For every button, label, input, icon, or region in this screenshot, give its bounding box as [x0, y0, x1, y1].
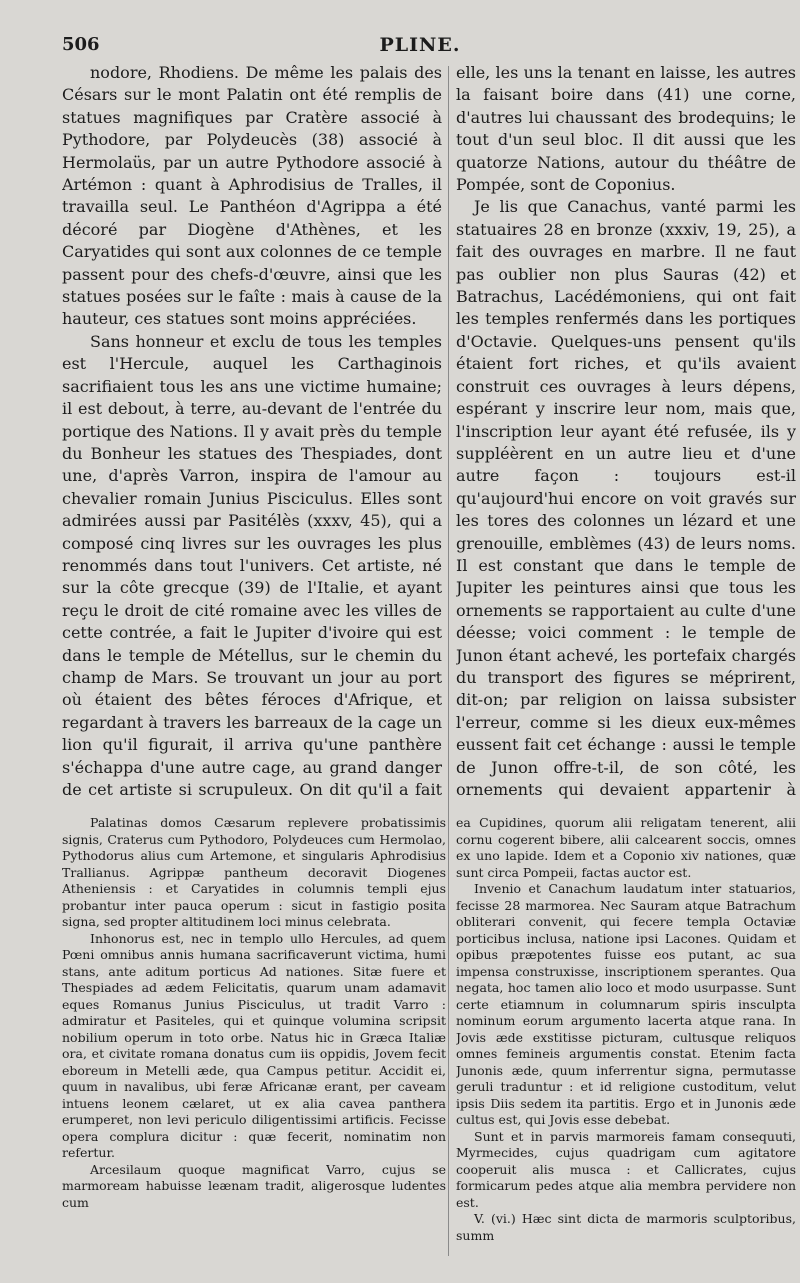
page-number: 506 [62, 34, 100, 55]
paragraph-text: Je lis que Canachus, vanté parmi les statuaires 28 en bronze (xxxiv, 19, 25), a fait des ouvrages en marbre. Il ne faut pas oublier non plus Sauras (42) et Batrachus, Lacédémoniens, qui ont fait les temples renfermés dans les portiques d'Octavie. Quelques-uns pensent qu'ils étaient fort riches, et qu'ils avaient construit ces ouvrages à leurs dépens, espérant y inscrire leur nom, mais que, l'inscription leur ayant été refusée, ils y suppléèrent en un autre lieu et d'une autre façon : toujours est-il qu'aujourd'hui encore on voit gravés sur les tores des colonnes un lézard et une grenouille, emblèmes (43) de leurs noms. Il est constant que dans le temple de Jupiter les peintures ainsi que tous les ornements se rapportaient au culte d'une déesse; voici comment : le temple de Junon étant achevé, les portefaix chargés du transport des figures se méprirent, dit-on; par religion on laissa subsister l'erreur, comme si les dieux eux-mêmes eussent fait cet échange : aussi le temple de Junon offre-t-il, de son côté, les ornements qui devaient appartenir à [456, 197, 796, 799]
paragraph [456, 1129, 796, 1212]
latin-column-right [456, 815, 796, 1255]
paragraph [62, 331, 442, 802]
paragraph [456, 196, 796, 802]
paragraph [456, 815, 796, 881]
paragraph [62, 931, 446, 1162]
paragraph-text: Inhonorus est, nec in templo ullo Hercules, ad quem Pœni omnibus annis humana sacrificaverunt victima, humi stans, ante aditum porticus Ad nationes. Sitæ fuere et Thespiades ad ædem Felicitatis, quarum unam adamavit eques Romanus Junius Pisciculus, ut tradit Varro : admiratur et Pasiteles, qui et quinque volumina scripsit nobilium operum in toto orbe. Natus hic in Græca Italiæ ora, et civitate romana donatus cum iis oppidis, Jovem fecit eboreum in Metelli æde, qua Campus petitur. Accidit ei, quum in navalibus, ubi feræ Africanæ erant, per caveam intuens leonem cælaret, ut ex alia cavea panthera erumperet, non levi periculo diligentissimi artificis. Fecisse opera complura dicitur : quæ fecerit, nominatim non refertur. [62, 930, 446, 1160]
paragraph-text: Palatinas domos Cæsarum replevere probatissimis signis, Craterus cum Pythodoro, Polydeuces cum Hermolao, Pythodorus alius cum Artemone, et singularis Aphrodisius Trallianus. Agrippæ pantheum decoravit Diogenes Atheniensis : et Caryatides in columnis templi ejus probantur inter pauca operum : sicut in fastigio posita signa, sed propter altitudinem loci minus celebrata. [62, 815, 446, 929]
french-column-right [456, 62, 796, 802]
paragraph-text: Arcesilaum quoque magnificat Varro, cujus se marmoream habuisse leænam tradit, aligerosque ludentes cum [62, 1161, 446, 1210]
paragraph-text: V. (vi.) Hæc sint dicta de marmoris sculptoribus, summ [456, 1211, 796, 1243]
paragraph-text: Sunt et in parvis marmoreis famam consequuti, Myrmecides, cujus quadrigam cum agitatore cooperuit alis musca : et Callicrates, cujus formicarum pedes atque alia membra pervidere non est. [456, 1128, 796, 1210]
paragraph [62, 62, 442, 331]
paragraph-text: ea Cupidines, quorum alii religatam tenerent, alii cornu cogerent bibere, alii calcearent soccis, omnes ex uno lapide. Idem et a Coponio xiv nationes, quæ sunt circa Pompeii, factas auctor est. [456, 815, 796, 880]
latin-column-left [62, 815, 446, 1255]
paragraph-text: nodore, Rhodiens. De même les palais des Césars sur le mont Palatin ont été remplis de statues magnifiques par Cratère associé à Pythodore, par Polydeucès (38) associé à Hermolaüs, par un autre Pythodore associé à Artémon : quant à Aphrodisius de Tralles, il travailla seul. Le Panthéon d'Agrippa a été décoré par Diogène d'Athènes, et les Caryatides qui sont aux colonnes de ce temple passent pour des chefs-d'œuvre, ainsi que les statues posées sur le faîte : mais à cause de la hauteur, ces statues sont moins appréciées. [62, 63, 442, 329]
paragraph [456, 62, 796, 196]
paragraph [456, 881, 796, 1129]
paragraph-text: Sans honneur et exclu de tous les temples est l'Hercule, auquel les Carthaginois sacrifiaient tous les ans une victime humaine; il est debout, à terre, au-devant de l'entrée du portique des Nations. Il y avait près du temple du Bonheur les statues des Thespiades, dont une, d'après Varron, inspira de l'amour au chevalier romain Junius Pisciculus. Elles sont admirées aussi par Pasitélès (xxxv, 45), qui a composé cinq livres sur les ouvrages les plus renommés dans tout l'univers. Cet artiste, né sur la côte grecque (39) de l'Italie, et ayant reçu le droit de cité romaine avec les villes de cette contrée, a fait le Jupiter d'ivoire qui est dans le temple de Métellus, sur le chemin du champ de Mars. Se trouvant un jour au port où étaient des bêtes féroces d'Afrique, et regardant à travers les barreaux de la cage un lion qu'il figurait, il arriva qu'une panthère s'échappa d'une autre cage, au grand danger de cet artiste si scrupuleux. On dit qu'il a fait [62, 331, 442, 799]
paragraph-text: Invenio et Canachum laudatum inter statuarios, fecisse 28 marmorea. Nec Sauram atque Batrachum obliterari convenit, qui fecere templa Octaviæ porticibus inclusa, natione ipsi Lacones. Quidam et opibus præpotentes fuisse eos putant, ac sua impensa construxisse, inscriptionem sperantes. Qua negata, hoc tamen alio loco et modo usurpasse. Sunt certe etiamnum in columnarum spiris insculpta nominum eorum argumento lacerta atque rana. In Jovis æde exstitisse picturam, cultusque reliquos omnes femineis argumentis constat. Etenim facta Junonis æde, quum inferrentur signa, permutasse geruli traduntur : et id religione custoditum, velut ipsis Diis sedem ita partitis. Ergo et in Junonis æde cultus est, qui Jovis esse debebat. [456, 881, 796, 1127]
page-header [62, 34, 778, 58]
paragraph-text: elle, les uns la tenant en laisse, les autres la faisant boire dans (41) une corne, d'autres lui chaussant des brodequins; le tout d'un seul bloc. Il dit aussi que les quatorze Nations, autour du théâtre de Pompée, sont de Coponius. [456, 63, 796, 195]
french-column-left [62, 62, 442, 802]
paragraph [62, 815, 446, 931]
column-divider [448, 66, 449, 1256]
paragraph [456, 1211, 796, 1244]
paragraph [62, 1162, 446, 1212]
running-title: PLINE. [379, 34, 461, 56]
